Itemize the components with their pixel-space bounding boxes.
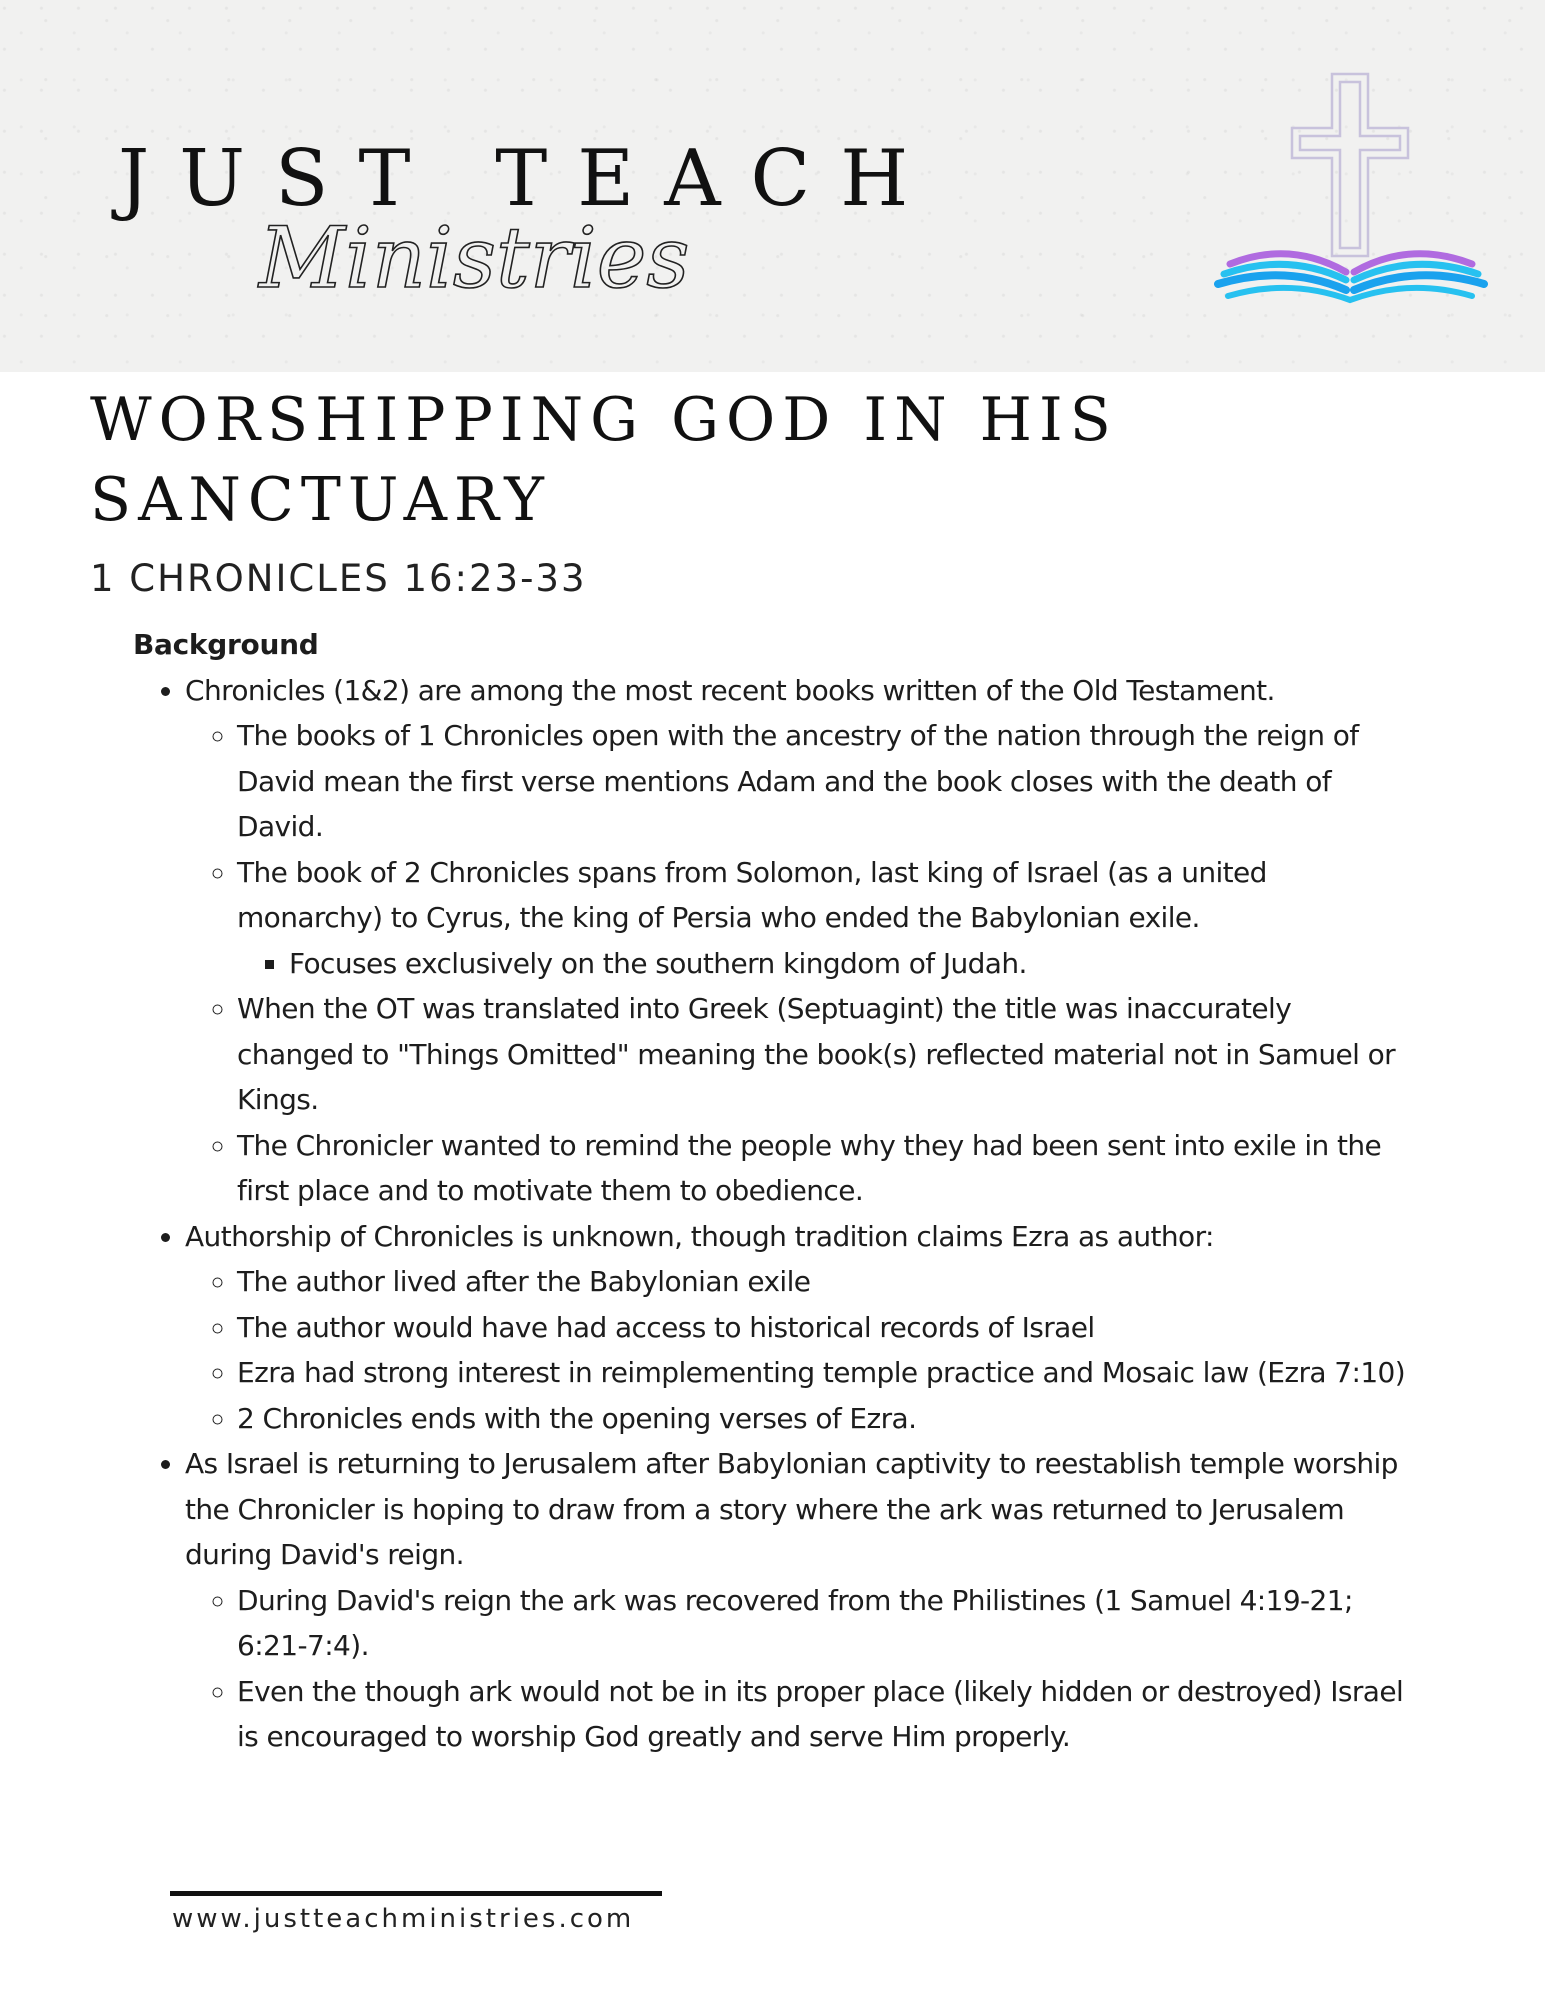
logo-script	[255, 205, 720, 320]
section-heading: Background	[133, 628, 319, 661]
list-item-text: Even the though ark would not be in its proper place (likely hidden or destroyed) Israel is encouraged to worship God greatly and serve Him properly.	[237, 1674, 1404, 1753]
list-item	[237, 1669, 1413, 1760]
list-item-text: Chronicles (1&2) are among the most recent books written of the Old Testament.	[185, 673, 1275, 707]
footer-url[interactable]: www.justteachministries.com	[172, 1904, 635, 1934]
list-item-text: When the OT was translated into Greek (Septuagint) the title was inaccurately changed to "Things Omitted" meaning the book(s) reflected material not in Samuel or Kings.	[237, 992, 1396, 1116]
list-item	[289, 941, 1413, 987]
scripture-reference: 1 CHRONICLES 16:23-33	[90, 557, 587, 600]
list-item-text: Focuses exclusively on the southern kingdom of Judah.	[289, 946, 1027, 980]
list-item	[185, 1441, 1413, 1760]
footer-divider	[170, 1891, 662, 1896]
list-item-text: The author lived after the Babylonian exile	[237, 1265, 811, 1298]
list-item-text: Ezra had strong interest in reimplementing temple practice and Mosaic law (Ezra 7:10)	[237, 1356, 1406, 1389]
list-item	[237, 1396, 1413, 1442]
list-item-text: 2 Chronicles ends with the opening verses of Ezra.	[237, 1401, 917, 1435]
bullet-list	[133, 668, 1413, 1760]
logo-script-text: Ministries	[259, 209, 690, 307]
list-item	[237, 1305, 1413, 1351]
list-item-text: The book of 2 Chronicles spans from Solomon, last king of Israel (as a united monarchy) to Cyrus, the king of Persia who ended the Babylonian exile.	[237, 855, 1267, 934]
list-item	[237, 713, 1413, 850]
page-title: WORSHIPPING GOD IN HIS SANCTUARY	[90, 385, 1118, 535]
logo-text: JUST TEACH	[118, 134, 939, 224]
sub-bullet-list	[185, 1578, 1413, 1760]
list-item	[185, 668, 1413, 1214]
list-item-text: As Israel is returning to Jerusalem after Babylonian captivity to reestablish temple worship the Chronicler is hoping to draw from a story where the ark was returned to Jerusalem during David's reign.	[185, 1447, 1398, 1571]
list-item	[237, 1259, 1413, 1305]
list-item	[237, 1578, 1413, 1669]
cross-book-logo-icon	[1210, 68, 1490, 308]
header-band	[0, 0, 1545, 372]
sub-sub-bullet-list	[237, 941, 1413, 987]
content-body	[133, 622, 1413, 1760]
list-item	[185, 1214, 1413, 1442]
list-item-text: The author would have had access to historical records of Israel	[237, 1310, 1095, 1344]
list-item	[237, 1123, 1413, 1214]
list-item-text: During David's reign the ark was recovered from the Philistines (1 Samuel 4:19-21; 6:21-7:4).	[237, 1583, 1353, 1662]
sub-bullet-list	[185, 713, 1413, 1214]
list-item-text: The Chronicler wanted to remind the people why they had been sent into exile in the first place and to motivate them to obedience.	[237, 1128, 1382, 1207]
list-item	[237, 850, 1413, 987]
list-item	[237, 986, 1413, 1123]
sub-bullet-list	[185, 1259, 1413, 1441]
list-item	[237, 1350, 1413, 1396]
list-item-text: The books of 1 Chronicles open with the ancestry of the nation through the reign of David mean the first verse mentions Adam and the book closes with the death of David.	[237, 719, 1359, 843]
list-item-text: Authorship of Chronicles is unknown, though tradition claims Ezra as author:	[185, 1219, 1214, 1253]
